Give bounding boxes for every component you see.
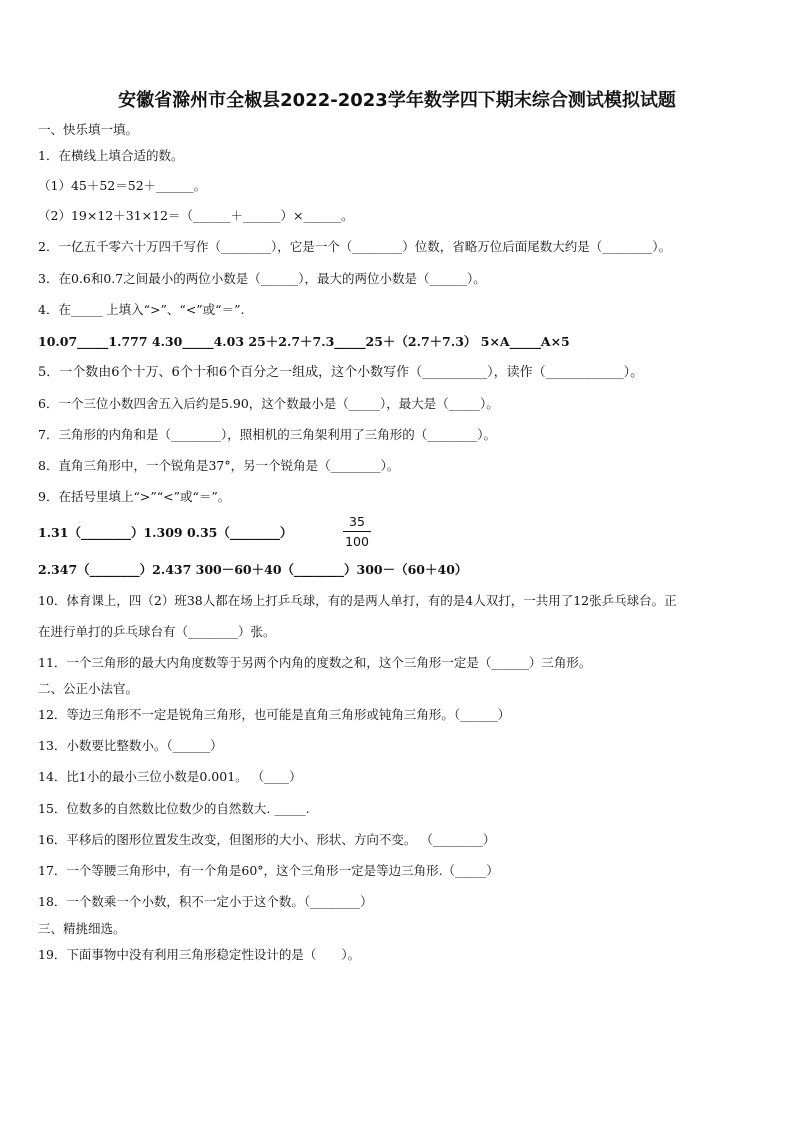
section-1-heading: 一、快乐填一填。 [38,122,139,137]
question-9-row-2: 2.347（________）2.437 300－60＋40（________）300－（60＋40） [38,562,468,577]
question-11: 11．一个三角形的最大内角度数等于另两个内角的度数之和，这个三角形一定是（______）三角形。 [38,655,592,670]
question-4-items: 10.07_____1.777 4.30_____4.03 25＋2.7＋7.3_____25＋（2.7＋7.3） 5×A_____A×5 [38,334,570,349]
page-title: 安徽省滁州市全椒县2022-2023学年数学四下期末综合测试模拟试题 [118,90,676,111]
question-9-row-1: 1.31（________）1.309 0.35（________） [38,525,293,540]
question-1: 1．在横线上填合适的数。 [38,148,184,163]
question-15: 15．位数多的自然数比位数少的自然数大. _____. [38,801,310,816]
question-12: 12．等边三角形不一定是锐角三角形，也可能是直角三角形或钝角三角形。（______） [38,707,511,722]
question-13: 13．小数要比整数小。（______） [38,738,223,753]
question-2: 2．一亿五千零六十万四千写作（________），它是一个（________）位数，省略万位后面尾数大约是（________）。 [38,239,671,254]
section-3-heading: 三、精挑细选。 [38,921,126,936]
question-14: 14．比1小的最小三位小数是0.001。 （____） [38,769,302,784]
question-6: 6．一个三位小数四舍五入后约是5.90，这个数最小是（_____），最大是（_____）。 [38,396,499,411]
question-1-part-2: （2）19×12＋31×12＝（______＋______）×______。 [38,208,354,223]
fraction-35-over-100 [343,515,371,549]
fraction-bar [343,531,371,532]
question-8: 8．直角三角形中，一个锐角是37°，另一个锐角是（________）。 [38,458,400,473]
question-10-line-1: 10．体育课上，四（2）班38人都在场上打乒乓球，有的是两人单打，有的是4人双打，一共用了12张乒乓球台。正 [38,593,677,608]
fraction-denominator: 100 [345,534,369,549]
question-17: 17．一个等腰三角形中，有一个角是60°，这个三角形一定是等边三角形.（_____） [38,863,499,878]
question-7: 7．三角形的内角和是（________），照相机的三角架利用了三角形的（________）。 [38,427,496,442]
question-19: 19．下面事物中没有利用三角形稳定性设计的是（ ）。 [38,947,361,962]
question-1-part-1: （1）45＋52＝52＋______。 [38,178,207,193]
question-16: 16．平移后的图形位置发生改变，但图形的大小、形状、方向不变。 （________） [38,832,496,847]
section-2-heading: 二、公正小法官。 [38,681,139,696]
question-3: 3．在0.6和0.7之间最小的两位小数是（______），最大的两位小数是（______）。 [38,271,486,286]
question-9: 9．在括号里填上“>”“<”或“＝”。 [38,489,231,504]
question-18: 18．一个数乘一个小数，积不一定小于这个数。（________） [38,894,373,909]
question-10-line-2: 在进行单打的乒乓球台有（________）张。 [38,624,276,639]
question-4: 4．在_____ 上填入“>”、“<”或“＝”. [38,302,245,317]
fraction-numerator: 35 [349,514,365,529]
question-5: 5．一个数由6个十万、6个十和6个百分之一组成，这个小数写作（__________），读作（____________）。 [38,365,644,380]
